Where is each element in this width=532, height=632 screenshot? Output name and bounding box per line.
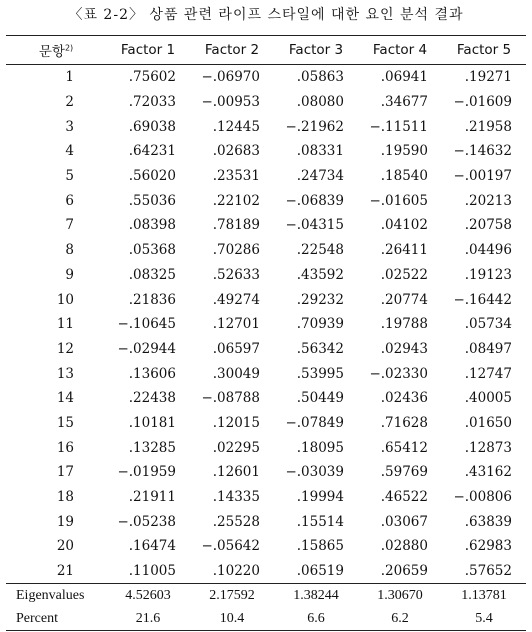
factor-2-loading: .12015 (212, 414, 260, 431)
item-footnote-mark: 2) (64, 43, 74, 53)
factor-5-loading: .12747 (464, 365, 512, 382)
table-row (6, 361, 526, 386)
factor-3-loading: −.03039 (285, 464, 344, 481)
factor-2-loading: .49274 (212, 291, 260, 308)
item-number: 11 (56, 316, 74, 333)
factor-2-loading: .12601 (212, 464, 260, 481)
table-row (6, 139, 526, 164)
factor-3-loading: .50449 (296, 390, 344, 407)
factor-2-loading: .52633 (212, 266, 260, 283)
factor-3-loading: −.21962 (285, 118, 344, 135)
factor-4-header: Factor 4 (358, 36, 442, 65)
item-column-header (6, 36, 106, 65)
factor-4-loading: .26411 (380, 242, 428, 259)
factor-3-loading: −.04315 (285, 217, 344, 234)
factor-4-loading: .65412 (380, 439, 428, 456)
factor-4-loading: .18540 (380, 168, 428, 185)
factor-1-loading: .08325 (128, 266, 176, 283)
table-row (6, 534, 526, 559)
factor-4-loading: .59769 (380, 464, 428, 481)
factor-3-loading: .53995 (296, 365, 344, 382)
factor-3-loading: .70939 (296, 316, 344, 333)
table-row (6, 312, 526, 337)
factor-4-loading: .02436 (380, 390, 428, 407)
factor-2-loading: .23531 (212, 168, 260, 185)
factor-5-loading: .19123 (464, 266, 512, 283)
summary-row (6, 584, 526, 608)
factor-2-loading: .25528 (212, 513, 260, 530)
factor-3-header: Factor 3 (274, 36, 358, 65)
factor-1-loading: .72033 (128, 94, 176, 111)
factor-4-loading: .20774 (380, 291, 428, 308)
factor-4-loading: .02522 (380, 266, 428, 283)
factor-3-loading: .08080 (296, 94, 344, 111)
summary-label: Percent (6, 607, 106, 631)
item-number: 1 (65, 69, 74, 86)
factor-5-loading: .63839 (464, 513, 512, 530)
factor-5-loading: .04496 (464, 242, 512, 259)
factor-5-loading: .01650 (464, 414, 512, 431)
factor-5-loading: .43162 (464, 464, 512, 481)
item-number: 14 (56, 390, 74, 407)
factor-4-loading: −.01605 (369, 192, 428, 209)
factor-1-loading: .13606 (128, 365, 176, 382)
factor-1-loading: .69038 (128, 118, 176, 135)
factor-5-loading: .08497 (464, 340, 512, 357)
table-row (6, 114, 526, 139)
factor-2-loading: .02683 (212, 143, 260, 160)
factor-1-loading: .16474 (128, 538, 176, 555)
item-number: 20 (56, 538, 74, 555)
factor-5-loading: .57652 (464, 563, 512, 580)
table-row (6, 238, 526, 263)
item-number: 21 (56, 563, 74, 580)
table-row (6, 337, 526, 362)
summary-row (6, 607, 526, 631)
table-row (6, 411, 526, 436)
item-number: 7 (65, 217, 74, 234)
item-number: 13 (56, 365, 74, 382)
factor-3-loading: −.06839 (285, 192, 344, 209)
item-number: 4 (65, 143, 74, 160)
factor-5-loading: .19271 (464, 69, 512, 86)
factor-3-loading: .56342 (296, 340, 344, 357)
table-row (6, 435, 526, 460)
factor-analysis-table (6, 35, 526, 631)
table-row (6, 559, 526, 584)
header-row (6, 36, 526, 65)
factor-2-loading: .70286 (212, 242, 260, 259)
factor-3-loading: .15865 (296, 538, 344, 555)
factor-5-loading: .40005 (464, 390, 512, 407)
table-row (6, 386, 526, 411)
factor-4-loading: .46522 (380, 489, 428, 506)
factor-4-summary-value: 6.2 (358, 607, 442, 631)
item-number: 17 (56, 464, 74, 481)
factor-1-loading: .75602 (128, 69, 176, 86)
summary-label: Eigenvalues (6, 584, 106, 608)
factor-5-header: Factor 5 (442, 36, 526, 65)
factor-4-loading: .02943 (380, 340, 428, 357)
table-row (6, 188, 526, 213)
factor-4-loading: −.11511 (369, 118, 428, 135)
factor-3-loading: .29232 (296, 291, 344, 308)
factor-3-loading: .24734 (296, 168, 344, 185)
factor-1-loading: .21911 (128, 489, 176, 506)
factor-1-loading: .22438 (128, 390, 176, 407)
factor-4-loading: .02880 (380, 538, 428, 555)
table-row (6, 213, 526, 238)
item-number: 9 (65, 266, 74, 283)
item-number: 2 (65, 94, 74, 111)
factor-4-loading: .20659 (380, 563, 428, 580)
item-label: 문항 (38, 44, 65, 60)
factor-5-loading: .12873 (464, 439, 512, 456)
factor-1-loading: −.01959 (117, 464, 176, 481)
table-summary (6, 584, 526, 631)
factor-4-loading: .34677 (380, 94, 428, 111)
table-row (6, 164, 526, 189)
factor-1-loading: .11005 (128, 563, 176, 580)
factor-3-loading: .43592 (296, 266, 344, 283)
item-number: 8 (65, 242, 74, 259)
factor-2-loading: .12701 (212, 316, 260, 333)
factor-2-summary-value: 2.17592 (190, 584, 274, 608)
factor-1-loading: .55036 (128, 192, 176, 209)
factor-1-summary-value: 4.52603 (106, 584, 190, 608)
table-row (6, 90, 526, 115)
factor-1-loading: −.02944 (117, 340, 176, 357)
item-number: 18 (56, 489, 74, 506)
factor-2-loading: .12445 (212, 118, 260, 135)
table-row (6, 485, 526, 510)
factor-1-header: Factor 1 (106, 36, 190, 65)
factor-4-loading: .06941 (380, 69, 428, 86)
factor-2-loading: −.05642 (201, 538, 260, 555)
item-number: 10 (56, 291, 74, 308)
factor-3-loading: .19994 (296, 489, 344, 506)
factor-2-loading: .14335 (212, 489, 260, 506)
table-body (6, 65, 526, 584)
factor-1-loading: .56020 (128, 168, 176, 185)
factor-5-loading: −.00806 (453, 489, 512, 506)
factor-5-loading: −.00197 (453, 168, 512, 185)
factor-3-loading: .15514 (296, 513, 344, 530)
factor-3-loading: −.07849 (285, 414, 344, 431)
table-header (6, 36, 526, 65)
factor-3-loading: .05863 (296, 69, 344, 86)
factor-5-loading: .20758 (464, 217, 512, 234)
factor-1-loading: .08398 (128, 217, 176, 234)
factor-2-summary-value: 10.4 (190, 607, 274, 631)
factor-1-loading: .05368 (128, 242, 176, 259)
table-caption: 〈표 2-2〉 상품 관련 라이프 스타일에 대한 요인 분석 결과 (68, 7, 464, 23)
factor-3-loading: .08331 (296, 143, 344, 160)
factor-5-loading: −.01609 (453, 94, 512, 111)
factor-5-loading: .05734 (464, 316, 512, 333)
item-number: 3 (65, 118, 74, 135)
factor-5-loading: −.16442 (453, 291, 512, 308)
factor-4-loading: .19590 (380, 143, 428, 160)
factor-1-summary-value: 21.6 (106, 607, 190, 631)
factor-1-loading: .21836 (128, 291, 176, 308)
factor-2-loading: .02295 (212, 439, 260, 456)
factor-2-loading: −.06970 (201, 69, 260, 86)
table-row (6, 263, 526, 288)
factor-3-loading: .22548 (296, 242, 344, 259)
factor-3-loading: .06519 (296, 563, 344, 580)
factor-5-loading: .20213 (464, 192, 512, 209)
factor-2-loading: .78189 (212, 217, 260, 234)
factor-4-loading: .04102 (380, 217, 428, 234)
factor-4-loading: .71628 (380, 414, 428, 431)
item-number: 5 (65, 168, 74, 185)
item-number: 6 (65, 192, 74, 209)
factor-4-summary-value: 1.30670 (358, 584, 442, 608)
factor-1-loading: −.10645 (117, 316, 176, 333)
factor-3-loading: .18095 (296, 439, 344, 456)
factor-4-loading: .03067 (380, 513, 428, 530)
factor-5-loading: −.14632 (453, 143, 512, 160)
factor-1-loading: .10181 (128, 414, 176, 431)
factor-5-loading: .62983 (464, 538, 512, 555)
item-number: 12 (56, 340, 74, 357)
table-row (6, 65, 526, 90)
factor-2-loading: −.00953 (201, 94, 260, 111)
factor-2-loading: .06597 (212, 340, 260, 357)
table-row (6, 460, 526, 485)
factor-4-loading: .19788 (380, 316, 428, 333)
factor-1-loading: −.05238 (117, 513, 176, 530)
item-number: 15 (56, 414, 74, 431)
factor-2-header: Factor 2 (190, 36, 274, 65)
factor-2-loading: −.08788 (201, 390, 260, 407)
factor-1-loading: .13285 (128, 439, 176, 456)
factor-4-loading: −.02330 (369, 365, 428, 382)
table-row (6, 287, 526, 312)
table-row (6, 509, 526, 534)
factor-5-summary-value: 1.13781 (442, 584, 526, 608)
factor-2-loading: .10220 (212, 563, 260, 580)
factor-5-summary-value: 5.4 (442, 607, 526, 631)
item-number: 19 (56, 513, 74, 530)
factor-2-loading: .22102 (212, 192, 260, 209)
factor-5-loading: .21958 (464, 118, 512, 135)
factor-analysis-table-container (6, 35, 526, 631)
factor-1-loading: .64231 (128, 143, 176, 160)
factor-3-summary-value: 1.38244 (274, 584, 358, 608)
factor-2-loading: .30049 (212, 365, 260, 382)
item-number: 16 (56, 439, 74, 456)
factor-3-summary-value: 6.6 (274, 607, 358, 631)
